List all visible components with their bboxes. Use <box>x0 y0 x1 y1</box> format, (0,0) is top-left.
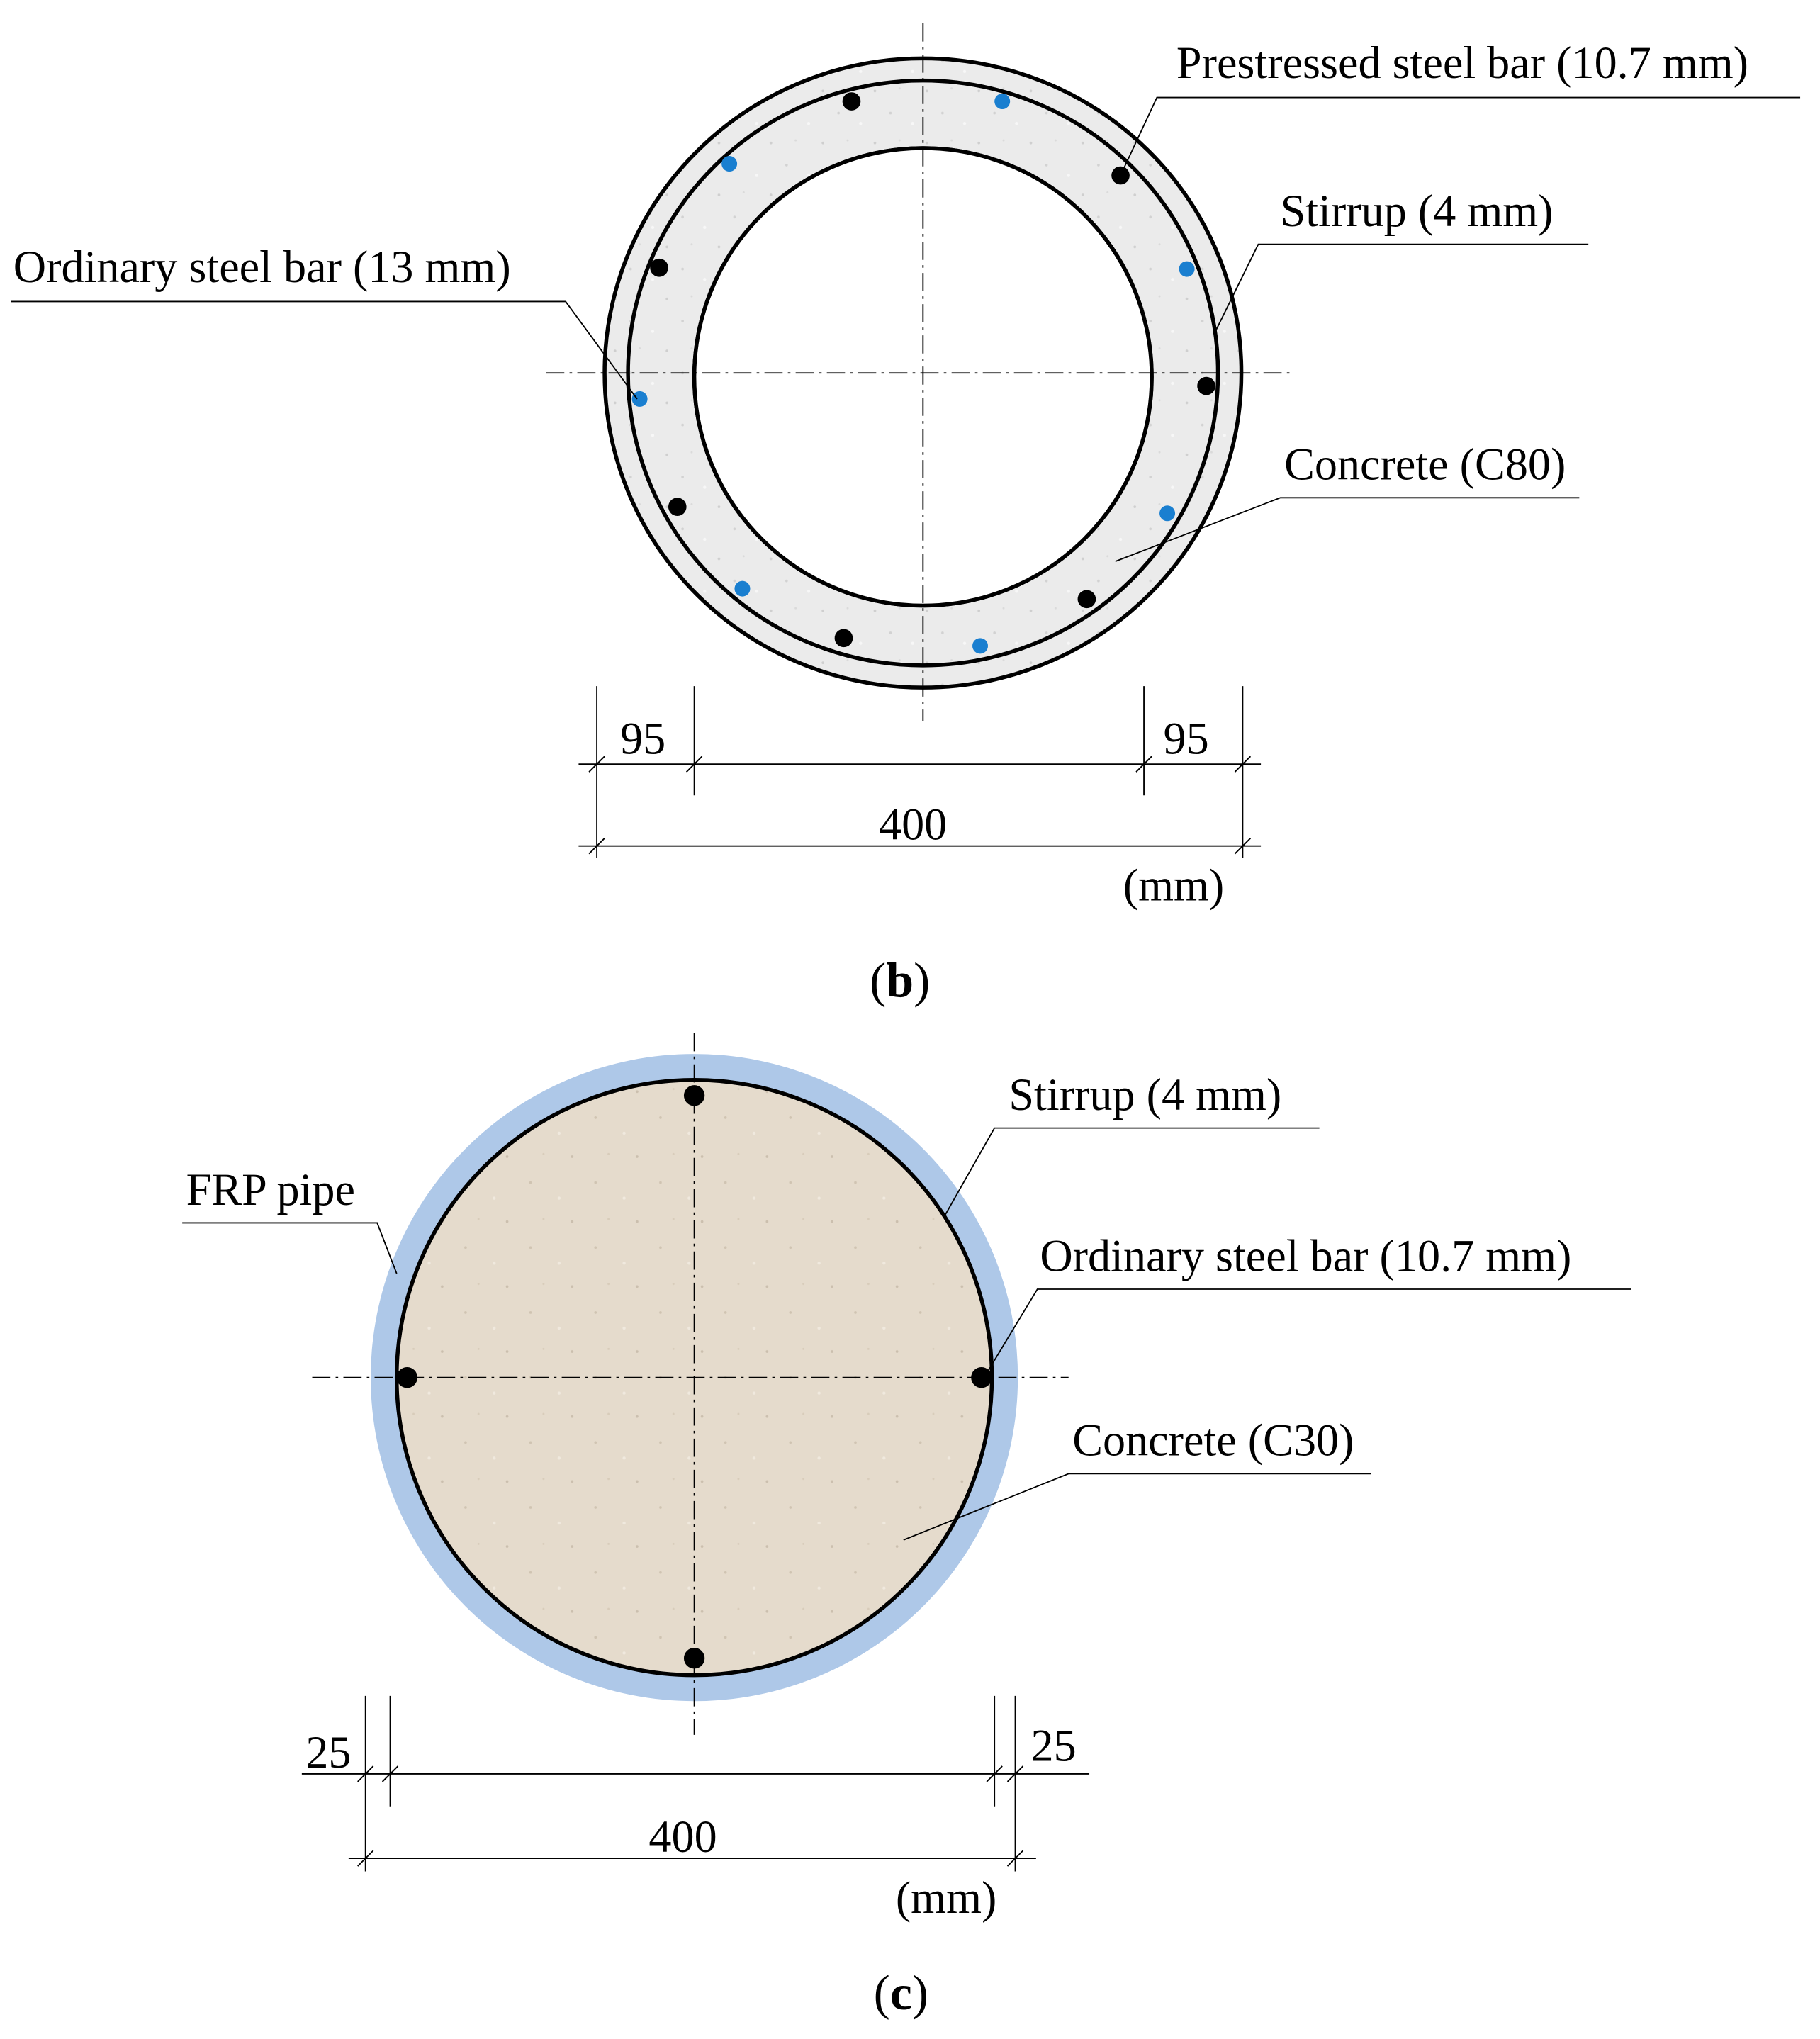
ordinary-bar <box>397 1367 417 1388</box>
dim-right-pipe: 25 <box>1030 1720 1077 1771</box>
ordinary-bar <box>721 156 737 172</box>
label-concrete: Concrete (C80) <box>1284 439 1566 490</box>
label-concrete: Concrete (C30) <box>1072 1415 1354 1466</box>
prestressed-bar <box>835 629 853 647</box>
ordinary-bar <box>684 1085 704 1106</box>
label-frp-pipe: FRP pipe <box>186 1164 355 1215</box>
prestressed-bar <box>843 92 861 111</box>
leader-prestressed <box>1120 98 1800 176</box>
caption-b: (b) <box>870 953 931 1009</box>
prestressed-bar <box>668 498 687 516</box>
ordinary-bar <box>632 391 648 407</box>
prestressed-bar <box>1197 377 1215 395</box>
leader-stirrup <box>1215 245 1588 332</box>
ordinary-bar <box>994 94 1010 109</box>
leader-stirrup <box>945 1128 1320 1215</box>
leader-ordinary <box>11 301 637 399</box>
leader-frp <box>182 1223 397 1274</box>
dim-unit: (mm) <box>1123 860 1225 911</box>
prestressed-bar <box>650 259 668 277</box>
label-stirrup: Stirrup (4 mm) <box>1009 1069 1282 1120</box>
ordinary-bar <box>1159 505 1175 521</box>
label-stirrup: Stirrup (4 mm) <box>1280 186 1554 237</box>
dim-left-wall: 95 <box>620 713 666 764</box>
dim-unit: (mm) <box>895 1872 997 1923</box>
label-ordinary-bar: Ordinary steel bar (13 mm) <box>13 241 511 292</box>
leader-ordinary <box>988 1289 1631 1371</box>
figure-b <box>11 23 1800 1008</box>
dim-diameter: 400 <box>878 799 948 850</box>
label-ordinary-bar: Ordinary steel bar (10.7 mm) <box>1040 1230 1572 1281</box>
label-prestressed-bar: Prestressed steel bar (10.7 mm) <box>1176 38 1748 89</box>
ordinary-bar <box>1179 262 1195 277</box>
dim-diameter: 400 <box>648 1811 717 1862</box>
dim-left-pipe: 25 <box>305 1726 352 1777</box>
dim-right-wall: 95 <box>1163 713 1209 764</box>
ordinary-bar <box>972 638 988 653</box>
figure-c <box>182 1033 1631 2021</box>
ordinary-bar <box>684 1648 704 1668</box>
caption-c: (c) <box>873 1965 928 2021</box>
ordinary-bar <box>734 581 750 597</box>
prestressed-bar <box>1078 590 1096 608</box>
